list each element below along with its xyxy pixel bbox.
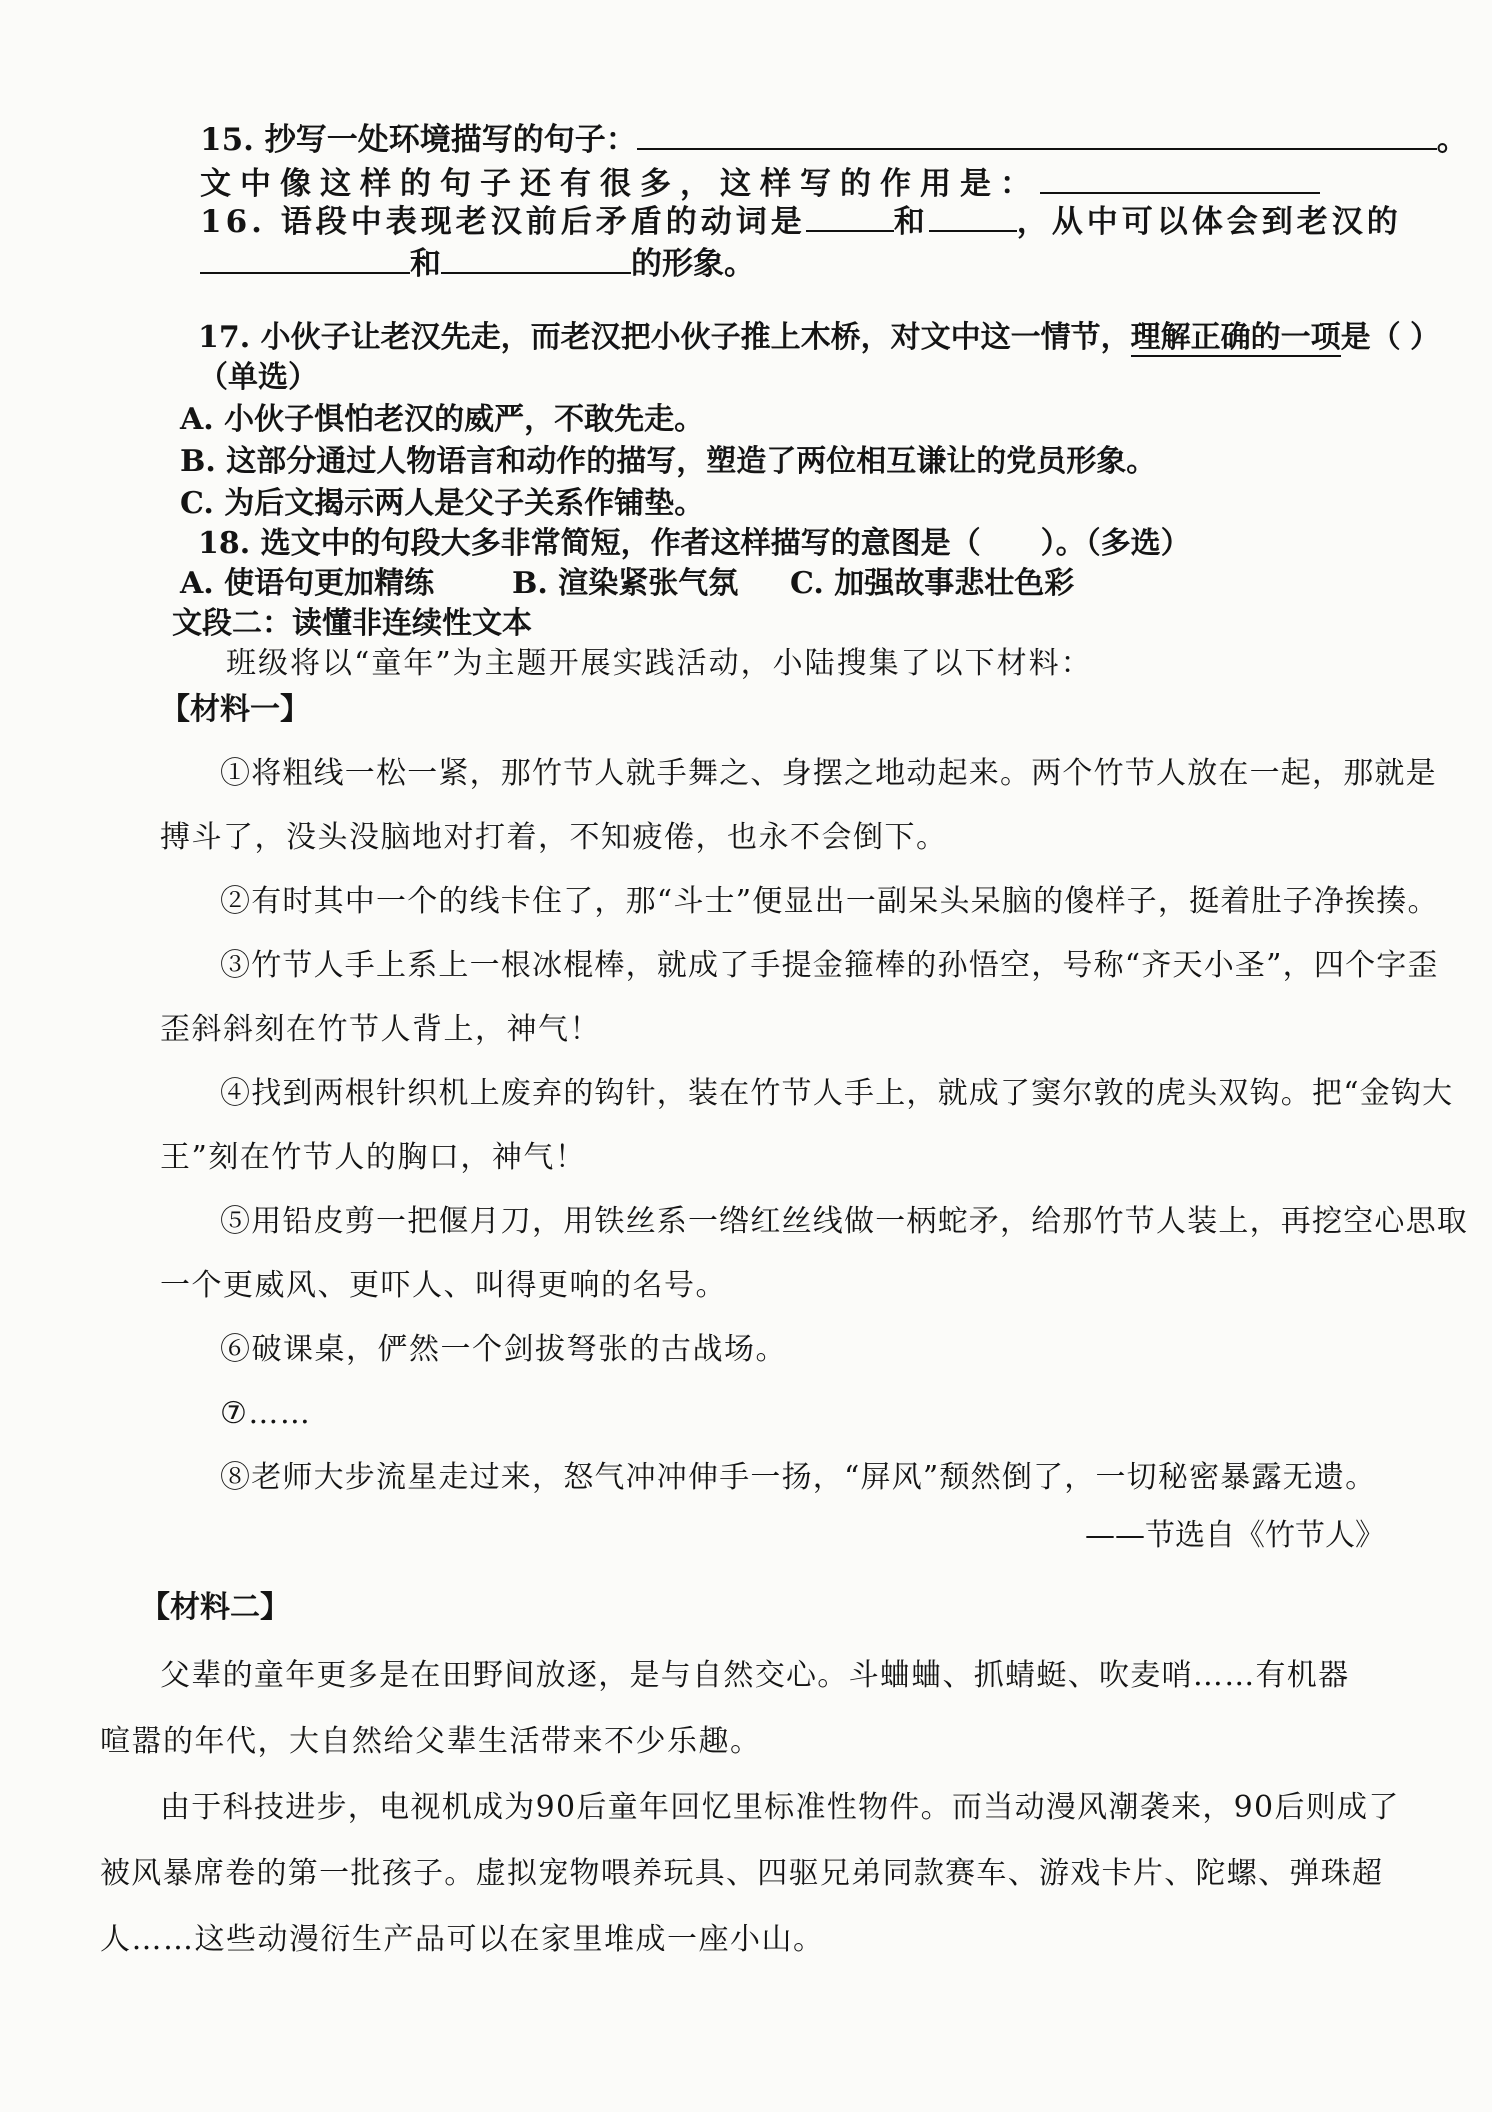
section2-title: 文段二：读懂非连续性文本 — [172, 606, 532, 641]
material2-para1-line1: 父辈的童年更多是在田野间放逐，是与自然交心。斗蛐蛐、抓蜻蜓、吹麦哨……有机器 — [160, 1658, 1350, 1693]
material1-para5-line2: 一个更威风、更吓人、叫得更响的名号。 — [160, 1268, 727, 1303]
material1-para3-line2: 歪斜斜刻在竹节人背上，神气！ — [160, 1012, 601, 1047]
q17-stem: 17. 小伙子让老汉先走，而老汉把小伙子推上木桥，对文中这一情节，理解正确的一项是（ — [198, 320, 1401, 355]
material1-para5-line1: ⑤用铅皮剪一把偃月刀，用铁丝系一绺红丝线做一柄蛇矛，给那竹节人装上，再挖空心思取 — [220, 1204, 1468, 1239]
material1-label: 【材料一】 — [160, 692, 310, 727]
material1-para7: ⑦…… — [220, 1396, 312, 1431]
material1-para6: ⑥破课桌，俨然一个剑拔弩张的古战场。 — [220, 1332, 787, 1367]
q15-line1: 15. 抄写一处环境描写的句子： 。 — [200, 118, 1468, 162]
q16-line2: 和 的形象。 — [200, 242, 755, 286]
q17-option-a: A. 小伙子惧怕老汉的威严，不敢先走。 — [180, 402, 705, 437]
q16-blank-trait1[interactable] — [200, 242, 410, 274]
material2-para2-line1: 由于科技进步，电视机成为90后童年回忆里标准性物件。而当动漫风潮袭来，90后则成了 — [160, 1790, 1400, 1825]
material1-para1-line2: 搏斗了，没头没脑地对打着，不知疲倦，也永不会倒下。 — [160, 820, 948, 855]
q17-type: （单选） — [198, 360, 318, 395]
q15-answer-blank-1[interactable] — [637, 118, 1437, 150]
q18-option-a: A. 使语句更加精练 — [180, 566, 435, 601]
material2-para2-line3: 人……这些动漫衍生产品可以在家里堆成一座小山。 — [100, 1922, 825, 1957]
material1-para4-line1: ④找到两根针织机上废弃的钩针，装在竹节人手上，就成了窦尔敦的虎头双钩。把“金钩大 — [220, 1076, 1454, 1111]
q15-line2: 文中像这样的句子还有很多，这样写的作用是： — [200, 162, 1320, 206]
material1-para3-line1: ③竹节人手上系上一根冰棍棒，就成了手提金箍棒的孙悟空，号称“齐天小圣”，四个字歪 — [220, 948, 1439, 983]
q17-option-c: C. 为后文揭示两人是父子关系作铺垫。 — [180, 486, 705, 521]
material1-para4-line2: 王”刻在竹节人的胸口，神气！ — [160, 1140, 587, 1175]
q16-blank-verb1[interactable] — [806, 200, 894, 232]
q17-answer-paren[interactable]: ） — [1410, 320, 1440, 355]
material1-para8: ⑧老师大步流星走过来，怒气冲冲伸手一扬，“屏风”颓然倒了，一切秘密暴露无遗。 — [220, 1460, 1377, 1495]
material1-source: ——节选自《竹节人》 — [1085, 1518, 1385, 1553]
q18-option-c: C. 加强故事悲壮色彩 — [790, 566, 1075, 601]
q16-line1: 16. 语段中表现老汉前后矛盾的动词是 和 ，从中可以体会到老汉的 — [200, 200, 1402, 244]
q18-option-b: B. 渲染紧张气氛 — [512, 566, 739, 601]
q16-blank-verb2[interactable] — [929, 200, 1017, 232]
material2-label: 【材料二】 — [140, 1590, 290, 1625]
section2-intro: 班级将以“童年”为主题开展实践活动，小陆搜集了以下材料： — [226, 646, 1093, 681]
q17-option-b: B. 这部分通过人物语言和动作的描写，塑造了两位相互谦让的党员形象。 — [180, 444, 1157, 479]
material2-para1-line2: 喧嚣的年代，大自然给父辈生活带来不少乐趣。 — [100, 1724, 762, 1759]
material2-para2-line2: 被风暴席卷的第一批孩子。虚拟宠物喂养玩具、四驱兄弟同款赛车、游戏卡片、陀螺、弹珠超 — [100, 1856, 1384, 1891]
q16-blank-trait2[interactable] — [441, 242, 631, 274]
material1-para1-line1: ①将粗线一松一紧，那竹节人就手舞之、身摆之地动起来。两个竹节人放在一起，那就是 — [220, 756, 1437, 791]
q15-answer-blank-2[interactable] — [1040, 162, 1320, 194]
material1-para2: ②有时其中一个的线卡住了，那“斗士”便显出一副呆头呆脑的傻样子，挺着肚子净挨揍。 — [220, 884, 1439, 919]
q18-stem: 18. 选文中的句段大多非常简短，作者这样描写的意图是（ ）。（多选） — [198, 526, 1191, 561]
